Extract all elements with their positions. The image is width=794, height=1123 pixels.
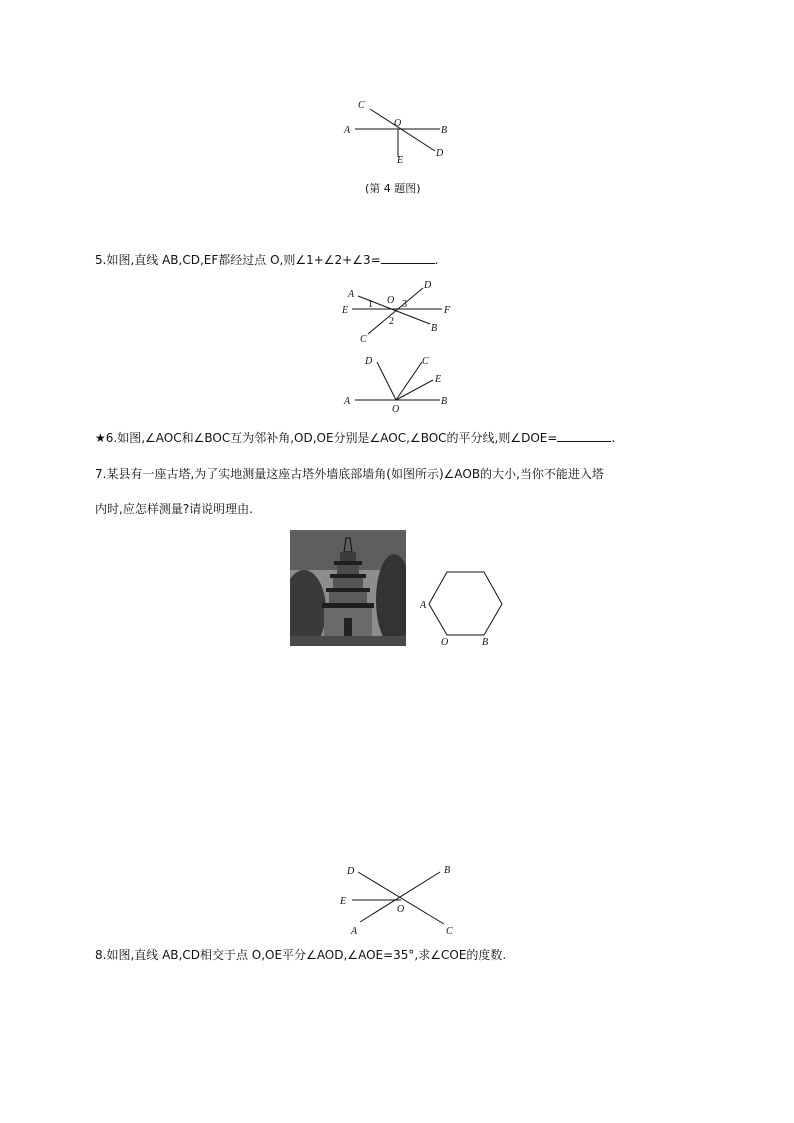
label-b: B [482, 637, 489, 648]
label-b: B [444, 865, 451, 876]
pagoda-image [290, 530, 406, 646]
label-c: C [360, 334, 367, 345]
ray-oe [396, 380, 433, 400]
figure-q4 [340, 95, 460, 170]
line-cd [368, 288, 423, 334]
label-e: E [340, 896, 347, 907]
answer-blank-6[interactable] [557, 431, 611, 442]
question-5-end: . [434, 253, 439, 267]
question-5 [95, 252, 439, 268]
label-d: D [365, 356, 373, 367]
pagoda-photo [290, 530, 406, 646]
label-f: F [444, 305, 451, 316]
question-7-line-1: 7.某县有一座古塔,为了实地测量这座古塔外墙底部墙角(如图所示)∠AOB的大小,当你不能进入塔 [95, 467, 604, 481]
figure-q5 [338, 276, 463, 346]
label-b: B [431, 323, 438, 334]
figure-q4-caption: (第 4 题图) [365, 182, 421, 195]
angle-1-label: 1 [368, 299, 373, 310]
line-cd [358, 872, 444, 924]
question-7-line-2: 内时,应怎样测量?请说明理由. [95, 502, 253, 516]
figure-q7-hexagon [420, 565, 510, 650]
question-6-end: . [611, 431, 616, 445]
line-cd [370, 109, 435, 151]
label-e: E [435, 374, 442, 385]
question-6-text: ★6.如图,∠AOC和∠BOC互为邻补角,OD,OE分别是∠AOC,∠BOC的平分线,则∠DOE= [95, 431, 558, 445]
ray-od [377, 362, 396, 400]
label-e: E [342, 305, 349, 316]
question-5-text: 5.如图,直线 AB,CD,EF都经过点 O,则∠1+∠2+∠3= [95, 253, 381, 267]
angle-2-label: 2 [389, 316, 394, 327]
figure-q6 [340, 352, 460, 414]
question-8: 8.如图,直线 AB,CD相交于点 O,OE平分∠AOD,∠AOE=35°,求∠COE的度数. [95, 948, 507, 962]
label-e: E [397, 155, 404, 166]
angle-3-label: 3 [402, 299, 407, 310]
hexagon [429, 572, 502, 635]
label-c: C [422, 356, 429, 367]
figure-q8 [338, 860, 463, 940]
answer-blank-5[interactable] [381, 253, 435, 264]
label-o: O [441, 637, 449, 648]
label-o: O [397, 904, 405, 915]
label-o: O [392, 404, 400, 414]
label-a: A [420, 600, 427, 611]
label-c: C [358, 100, 365, 111]
label-a: A [348, 289, 355, 300]
label-b: B [441, 125, 448, 136]
label-d: D [347, 866, 355, 877]
label-c: C [446, 926, 453, 937]
label-a: A [344, 396, 351, 407]
label-d: D [436, 148, 444, 159]
label-d: D [424, 280, 432, 291]
label-a: A [351, 926, 358, 937]
question-6 [95, 430, 615, 446]
label-o: O [387, 295, 395, 306]
label-b: B [441, 396, 448, 407]
label-o: O [394, 118, 402, 129]
ray-oc [396, 362, 422, 400]
label-a: A [344, 125, 351, 136]
